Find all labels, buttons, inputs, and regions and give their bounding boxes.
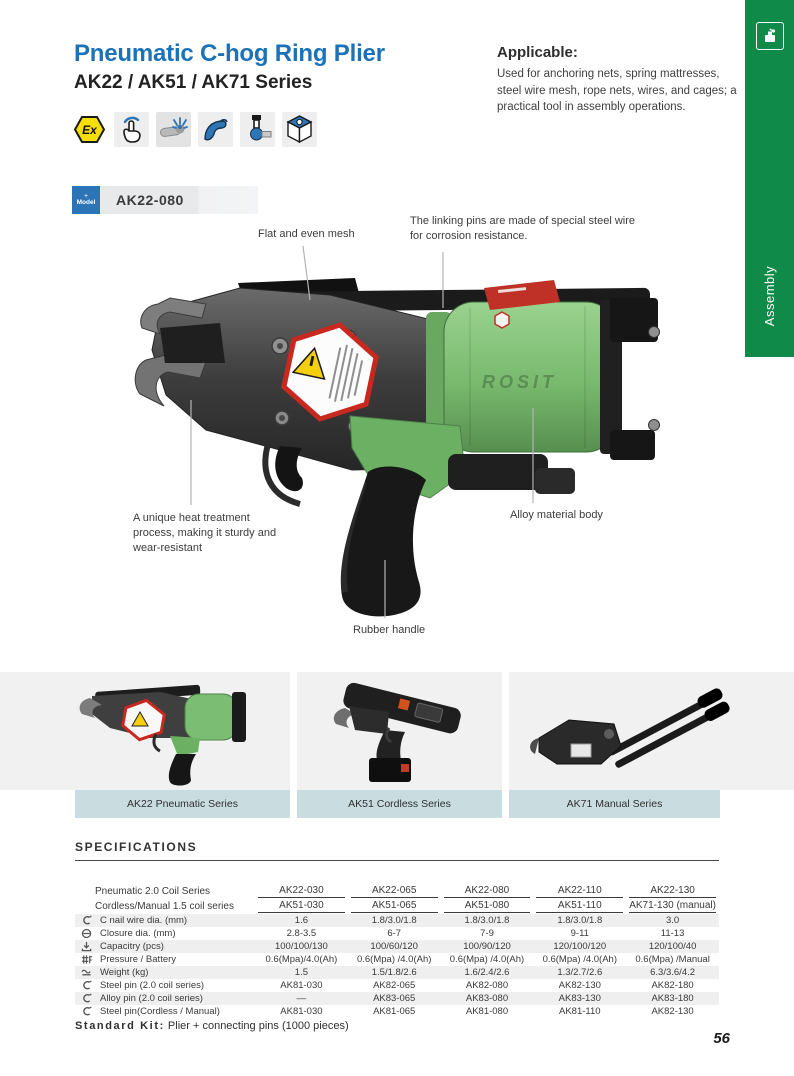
spec-value: AK82-130 (558, 980, 601, 991)
capacity-icon (81, 941, 92, 952)
spec-value: AK83-130 (558, 993, 601, 1004)
product-photo (130, 268, 690, 628)
spec-value: 1.8/3.0/1.8 (557, 915, 603, 926)
spec-value: 9-11 (570, 928, 589, 939)
model-col: AK22-030 (258, 885, 345, 898)
spec-value: 1.6/2.4/2.6 (464, 967, 510, 978)
spec-value: 1.8/3.0/1.8 (464, 915, 510, 926)
model-col: AK22-110 (536, 885, 623, 898)
model-col: AK71-130 (manual) (629, 900, 716, 911)
spec-value: AK82-130 (651, 1006, 694, 1017)
table-row (75, 966, 719, 979)
table-header-row (75, 884, 719, 899)
table-row (75, 953, 719, 966)
model-col: AK51-065 (351, 900, 438, 913)
spec-value: AK82-180 (651, 980, 694, 991)
table-row (75, 914, 719, 927)
lubrication-icon (240, 112, 275, 147)
model-number: AK22-080 (116, 192, 184, 208)
applicable-heading: Applicable: (497, 44, 578, 61)
ak71-thumbnail (509, 672, 794, 790)
applicable-text: Used for anchoring nets, spring mattresses, steel wire mesh, rope nets, wires, and cages; a practical tool in assembly operations. (497, 68, 737, 114)
body-logo: ROSIT (482, 372, 558, 392)
c-ring-icon (81, 1006, 92, 1017)
thumb-panel-ak71 (509, 672, 794, 790)
table-row (75, 979, 719, 992)
spec-value: 100/100/130 (274, 941, 328, 952)
spec-value: 6.3/3.6/4.2 (650, 967, 696, 978)
annotation-linking-pins: The linking pins are made of special steel wire for corrosion resistance. (410, 215, 636, 242)
spec-value: 0.6(Mpa) /4.0(Ah) (356, 954, 432, 965)
c-ring-icon (81, 980, 92, 991)
specifications-heading: SPECIFICATIONS (75, 840, 198, 854)
spec-value: 1.6 (294, 915, 308, 926)
page-title: Pneumatic C-hog Ring Plier (74, 40, 385, 67)
row-label: Closure dia. (mm) (100, 928, 176, 939)
spec-value: 1.3/2.7/2.6 (557, 967, 603, 978)
spec-value: 7-9 (480, 928, 494, 939)
model-chip-word: Model (76, 199, 96, 207)
spec-value: AK81-080 (465, 1006, 509, 1017)
spec-value: 3.0 (665, 915, 680, 926)
specifications-rule (75, 860, 719, 861)
spec-value: 0.6(Mpa) /4.0(Ah) (542, 954, 618, 965)
spec-value: 6-7 (387, 928, 402, 939)
model-col: AK22-130 (629, 885, 716, 898)
ex-label: Ex (82, 123, 97, 137)
row-label: Pressure / Battery (100, 954, 177, 965)
spec-value: AK83-180 (651, 993, 694, 1004)
model-col: AK22-065 (351, 885, 438, 898)
tool-category-icon (756, 22, 784, 50)
labor-saving-icon (198, 112, 233, 147)
spec-value: AK82-065 (373, 980, 416, 991)
explosion-proof-ex-icon (72, 112, 107, 147)
model-col: AK22-080 (444, 885, 531, 898)
caption-ak51: AK51 Cordless Series (297, 790, 502, 818)
annotation-rubber-handle: Rubber handle (353, 624, 426, 636)
standard-kit-note (75, 1020, 349, 1032)
table-row (75, 940, 719, 953)
table-row (75, 1005, 719, 1018)
page-subtitle: AK22 / AK51 / AK71 Series (74, 72, 313, 93)
caption-ak71: AK71 Manual Series (509, 790, 720, 818)
closure-diameter-icon (81, 928, 92, 939)
spec-value: AK81-065 (373, 1006, 416, 1017)
certification-icon-row (72, 112, 317, 147)
header-label: Pneumatic 2.0 Coil Series (95, 886, 211, 897)
spec-value: 0.6(Mpa) /Manual (635, 954, 710, 965)
spec-value: AK83-065 (373, 993, 416, 1004)
no-spark-icon (156, 112, 191, 147)
section-tab-label: Assembly (762, 265, 777, 327)
spec-value: 11-13 (660, 928, 685, 939)
c-ring-icon (81, 993, 92, 1004)
row-label: Steel pin(Cordless / Manual) (100, 1006, 220, 1017)
weight-scale-icon (81, 967, 92, 978)
spec-value: 1.5 (294, 967, 308, 978)
ak22-thumbnail (0, 672, 290, 790)
spec-value: AK81-030 (280, 980, 323, 991)
spec-value: 2.8-3.5 (286, 928, 317, 939)
annotation-heat-treatment: A unique heat treatment process, making it sturdy and wear-resistant (133, 512, 277, 554)
spec-value: 1.8/3.0/1.8 (371, 915, 417, 926)
caption-ak22: AK22 Pneumatic Series (75, 790, 290, 818)
row-label: Weight (kg) (100, 967, 149, 978)
pressure-gauge-icon (81, 954, 92, 965)
spec-value: 1.5/1.8/2.6 (371, 967, 417, 978)
row-label: C nail wire dia. (mm) (100, 915, 188, 926)
specifications-table (75, 884, 719, 1018)
table-row (75, 927, 719, 940)
oiler-icon (761, 27, 779, 45)
spec-value: 0.6(Mpa)/4.0(Ah) (265, 954, 338, 965)
model-chip-icon (72, 186, 100, 214)
row-label: Steel pin (2.0 coil series) (100, 980, 205, 991)
standard-kit-text: Plier + connecting pins (1000 pieces) (164, 1020, 349, 1032)
thumb-panel-ak22 (0, 672, 290, 790)
standard-kit-label: Standard Kit: (75, 1020, 165, 1032)
model-chip-plus: + (83, 193, 89, 201)
table-row (75, 992, 719, 1005)
spec-value: AK81-030 (280, 1006, 323, 1017)
header-label: Cordless/Manual 1.5 coil series (95, 901, 234, 912)
spec-value: 100/60/120 (370, 941, 418, 952)
model-col: AK51-080 (444, 900, 531, 913)
table-header-row (75, 899, 719, 914)
c-ring-icon (81, 915, 92, 926)
spec-value: AK82-080 (465, 980, 509, 991)
model-col: AK51-030 (258, 900, 345, 913)
spec-value: 0.6(Mpa) /4.0(Ah) (449, 954, 525, 965)
annotation-alloy-body: Alloy material body (510, 509, 603, 521)
annotation-mesh: Flat and even mesh (258, 228, 355, 240)
model-number-bar (100, 186, 258, 214)
page-number: 56 (713, 1030, 730, 1047)
packaging-cube-icon (282, 112, 317, 147)
thumb-panel-ak51 (297, 672, 502, 790)
row-label: Capacitry (pcs) (100, 941, 164, 952)
spec-value: — (296, 993, 307, 1004)
ak51-thumbnail (297, 672, 502, 790)
touch-operation-icon (114, 112, 149, 147)
row-label: Alloy pin (2.0 coil series) (100, 993, 203, 1004)
spec-value: 120/100/120 (553, 941, 607, 952)
spec-value: 120/100/40 (648, 941, 697, 952)
spec-value: AK81-110 (559, 1006, 601, 1017)
model-col: AK51-110 (536, 900, 623, 913)
spec-value: 100/90/120 (463, 941, 511, 952)
spec-value: AK83-080 (465, 993, 509, 1004)
